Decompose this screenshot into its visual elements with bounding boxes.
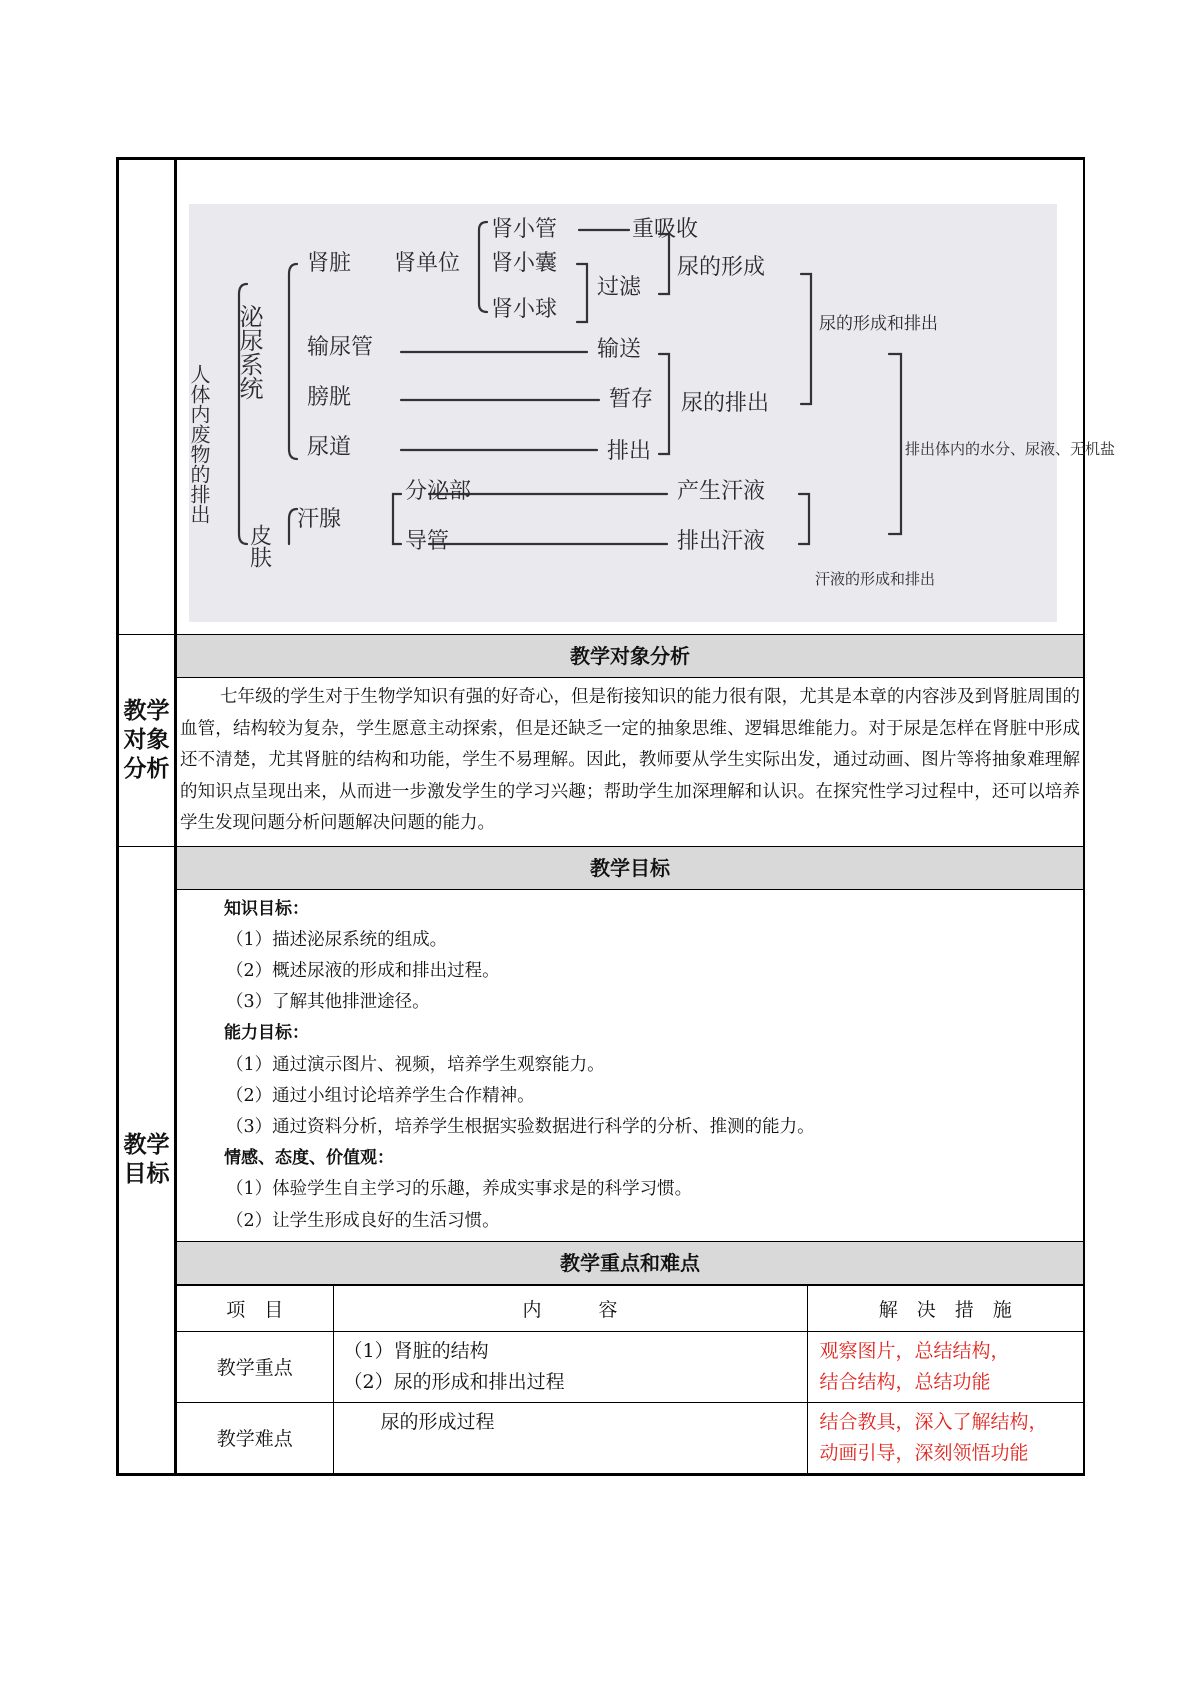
diagram-root-label: 人体内废物的排出 [187, 364, 211, 524]
diagram-urinary-system: 泌尿系统 [235, 304, 263, 400]
analysis-row [118, 635, 1085, 847]
diagram-storage: 暂存 [609, 387, 654, 412]
ability-goal-item: （3）通过资料分析，培养学生根据实验数据进行科学的分析、推测的能力。 [226, 1116, 815, 1137]
key-points-header-row [177, 1285, 1083, 1331]
diagram-ureter: 输尿管 [307, 335, 374, 360]
goals-row [118, 846, 1085, 1474]
key-points-heading: 教学重点和难点 [177, 1241, 1083, 1285]
handwritten-concept-map-photo [187, 204, 1116, 622]
key-point-row [177, 1331, 1083, 1402]
diagram-transport: 输送 [597, 337, 642, 362]
diagram-discharge: 排出 [607, 439, 652, 464]
knowledge-goal-item: （2）概述尿液的形成和排出过程。 [226, 960, 500, 981]
diagram-excrete-sweat: 排出汗液 [677, 529, 766, 554]
ability-goal-item: （1）通过演示图片、视频，培养学生观察能力。 [226, 1054, 605, 1075]
diagram-urine-formation: 尿的形成 [677, 255, 766, 280]
diagram-renal-tubule: 肾小管 [491, 217, 558, 242]
diagram-urine-excretion: 尿的排出 [681, 391, 770, 416]
knowledge-goal-item: （1）描述泌尿系统的组成。 [226, 929, 448, 950]
ability-goal-title: 能力目标： [224, 1023, 309, 1044]
difficult-point-label: 教学难点 [177, 1402, 333, 1473]
goals-list [177, 890, 1083, 1241]
col-header-item: 项 目 [177, 1285, 333, 1331]
col-header-solution: 解 决 措 施 [807, 1285, 1083, 1331]
col-header-content: 内 容 [333, 1285, 807, 1331]
side-cell-empty [118, 159, 176, 635]
difficult-point-content-line: 尿的形成过程 [380, 1410, 495, 1433]
diagram-filtration: 过滤 [597, 275, 642, 300]
key-point-solution [807, 1331, 1083, 1402]
key-point-solution-line: 观察图片，总结结构， [819, 1339, 1010, 1362]
diagram-glomerulus: 肾小球 [491, 297, 558, 322]
emotion-goal-item: （1）体验学生自主学习的乐趣，养成实事求是的科学习惯。 [226, 1179, 693, 1200]
diagram-renal-capsule: 肾小囊 [491, 251, 558, 276]
lesson-plan-sheet [116, 157, 1116, 1476]
diagram-row [118, 159, 1085, 635]
diagram-duct: 导管 [405, 529, 450, 554]
diagram-produce-sweat: 产生汗液 [677, 479, 766, 504]
lesson-plan-table [116, 157, 1116, 1476]
diagram-urine-formation-excretion: 尿的形成和排出 [819, 314, 938, 334]
side-cell-analysis [118, 635, 176, 847]
knowledge-goal-title: 知识目标： [224, 898, 309, 919]
goals-side-label: 教学目标 [123, 1131, 170, 1187]
emotion-goal-title: 情感、态度、价值观： [224, 1148, 394, 1169]
key-point-solution-line: 结合结构，总结功能 [819, 1370, 991, 1393]
key-point-content [333, 1331, 807, 1402]
diagram-skin: 皮肤 [246, 524, 272, 568]
difficult-point-content [333, 1402, 807, 1473]
analysis-paragraph: 七年级的学生对于生物学知识有强的好奇心，但是衔接知识的能力很有限，尤其是本章的内容涉及到肾脏周围的血管，结构较为复杂，学生愿意主动探索，但是还缺乏一定的抽象思维、逻辑思维能力。对于尿是怎样在肾脏中形成还不清楚，尤其肾脏的结构和功能，学生不易理解。因此，教师要从学生实际出发，通过动画、图片等将抽象难理解的知识点呈现出来，从而进一步激发学生的学习兴趣；帮助学生加深理解和认识。在探究性学习过程中，还可以培养学生发现问题分析问题解决问题的能力。 [180, 687, 1080, 833]
emotion-goal-item: （2）让学生形成良好的生活习惯。 [226, 1210, 500, 1231]
ability-goal-item: （2）通过小组讨论培养学生合作精神。 [226, 1085, 535, 1106]
analysis-heading: 教学对象分析 [177, 635, 1083, 678]
diagram-kidney: 肾脏 [307, 251, 352, 276]
key-point-content-line: （2）尿的形成和排出过程 [343, 1370, 565, 1393]
key-point-label: 教学重点 [177, 1331, 333, 1402]
difficult-point-solution-line: 结合教具，深入了解结构， [819, 1410, 1048, 1433]
goals-heading: 教学目标 [177, 847, 1083, 890]
side-cell-goals [118, 846, 176, 1474]
diagram-reabsorption: 重吸收 [632, 217, 699, 242]
difficult-point-solution [807, 1402, 1083, 1473]
key-point-content-line: （1）肾脏的结构 [343, 1339, 489, 1362]
concept-map-drawing [187, 204, 1116, 622]
difficult-point-row [177, 1402, 1083, 1473]
diagram-sweat-gland: 汗腺 [297, 507, 342, 532]
diagram-bladder: 膀胱 [307, 385, 352, 410]
key-points-table [177, 1285, 1083, 1473]
knowledge-goal-item: （3）了解其他排泄途径。 [226, 992, 430, 1013]
diagram-nephron: 肾单位 [394, 251, 461, 276]
diagram-sweat-formation-excretion: 汗液的形成和排出 [815, 570, 936, 588]
diagram-urethra: 尿道 [307, 435, 352, 460]
difficult-point-solution-line: 动画引导，深刻领悟功能 [819, 1441, 1029, 1464]
diagram-final-outcome: 排出体内的水分、尿液、无机盐 [905, 440, 1116, 458]
analysis-side-label: 教学对象分析 [123, 697, 170, 782]
diagram-secretory-part: 分泌部 [405, 479, 472, 504]
